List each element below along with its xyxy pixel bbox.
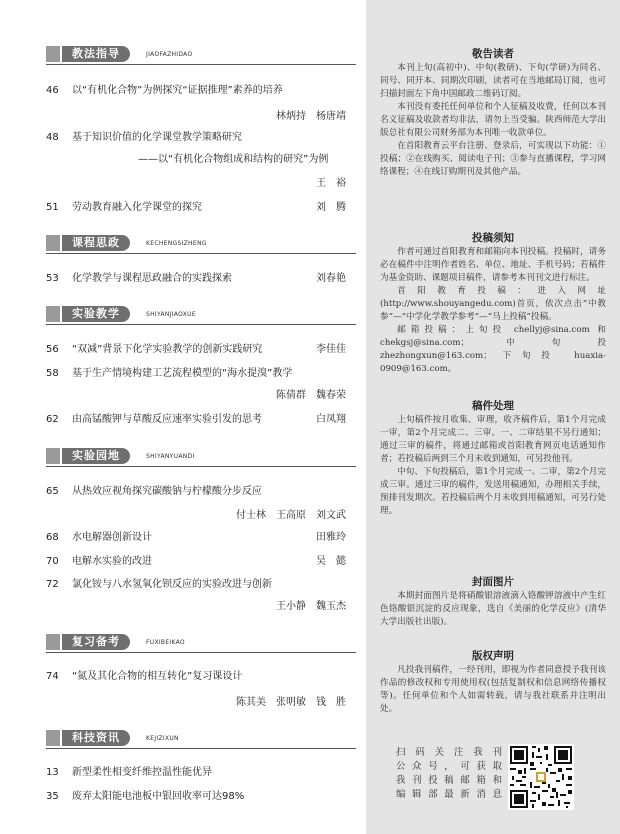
article-authors: 付士林 王高原 刘文武 [236,510,346,521]
paragraph: 中旬、下旬投稿后，第1个月完成一、二审，第2个月完成三审。通过三审的稿件，发送用稿通知，办理相关手续，预排刊发期次。若投稿后两个月未收到用稿通知，可另行处理。 [380,467,606,516]
page-number: 13 [46,767,59,778]
article-authors: 陈倩群 魏春荣 [276,390,346,401]
section-title: 实验教学 [62,306,130,322]
paragraph: 本期封面图片是将硝酸银溶液滴入铬酸钾溶液中产生红色铬酸银沉淀的反应现象，选自《美丽的化学反应》(清华大学出版社出版)。 [380,591,606,627]
article-authors: 王小静 魏玉杰 [276,601,346,612]
submission-guide-text [380,246,606,376]
page-number: 74 [46,671,59,682]
article-authors: 白凤翔 [316,414,346,425]
paragraph: 上旬稿件按月收集、审理，收齐稿件后，第1个月完成一审，第2个月完成二、三审。一、二审结果不另行通知；通过三审的稿件，将通过邮箱或首阳教育网页电话通知作者；若投稿后两到三个月未收到通知，可另投他刊。 [380,415,606,464]
paragraph: 本刊上旬(高初中)、中旬(教研)、下旬(学研)为同名、同号、同开本、同期次印刷，读者可在当地邮局订阅，也可扫描封面左下角中国邮政二维码订阅。 [380,63,606,99]
heading-notice-to-readers: 敬告读者 [472,48,514,60]
section-divider [46,466,356,467]
article-title: 新型柔性相变纤维控温性能优异 [72,767,212,778]
section-pinyin: JIAOFAZHIDAO [146,51,193,58]
article-title: 从热效应视角探究碳酸钠与柠檬酸分步反应 [72,486,262,497]
section-marker [46,46,60,62]
heading-submission-guide: 投稿须知 [472,232,514,244]
article-title: 电解水实验的改进 [72,556,152,567]
qr-caption-line: 我刊投稿邮箱和 [396,775,502,786]
section-pinyin: SHIYANJIAOXUE [146,311,196,318]
article-authors: 刘春艳 [316,273,346,284]
article-authors: 李佳佳 [316,344,346,355]
qr-caption-line: 扫码关注我刊 [396,747,502,758]
article-title: 水电解器创新设计 [72,532,152,543]
section-marker [46,306,60,322]
notice-readers-text [380,62,606,179]
section-divider [46,324,356,325]
qr-caption-line: 编辑部最新消息 [396,789,502,800]
section-marker [46,235,60,251]
paragraph: 首阳教育投稿：进入网址(http://www.shouyangedu.com)首页，依次点击“中教参”—“中学化学教学参考”—“马上投稿”投稿。 [380,286,606,322]
section-title: 实验园地 [62,448,130,464]
page-number: 65 [46,486,59,497]
article-title: “氮及其化合物的相互转化”复习课设计 [72,671,243,682]
article-authors: 刘 腾 [316,202,346,213]
article-title: 化学教学与课程思政融合的实践探索 [72,273,232,284]
article-title: 以“有机化合物”为例探究“证据推理”素养的培养 [72,85,283,96]
paragraph: 在首阳教育云平台注册、登录后，可实现以下功能：①投稿；②在线购买、阅读电子刊；③参与直播课程，学习网络课程；④在线订购期刊及其他产品。 [380,141,606,177]
section-pinyin: FUXIBEIKAO [146,639,185,646]
page-number: 56 [46,344,59,355]
section-divider [46,64,356,65]
paragraph: 凡投我刊稿件，一经刊用，即视为作者同意授予我刊该作品的修改权和专用使用权(包括复制权和信息网络传播权等)。任何单位和个人如需转载，请与我社联系并注明出处。 [380,665,606,714]
article-authors: 吴 懿 [316,556,346,567]
section-divider [46,652,356,653]
section-divider [46,748,356,749]
article-title: 基于知识价值的化学课堂教学策略研究 [72,132,242,143]
article-title: 由高锰酸钾与草酸反应速率实验引发的思考 [72,414,262,425]
manuscript-handling-text [380,414,606,518]
page-number: 35 [46,791,59,802]
article-title: 基于生产情境构建工艺流程模型的“海水提溴”教学 [72,368,293,379]
qr-caption-line: 公众号，可获取 [396,761,502,772]
article-title: 氯化铵与八水氢氧化钡反应的实验改进与创新 [72,579,272,590]
page-number: 51 [46,202,59,213]
page-number: 53 [46,273,59,284]
heading-cover-image: 封面图片 [472,576,514,588]
page-number: 68 [46,532,59,543]
page-number: 72 [46,579,59,590]
heading-copyright: 版权声明 [472,650,514,662]
heading-manuscript-handling: 稿件处理 [472,400,514,412]
section-title: 课程思政 [62,235,130,251]
section-title: 科技资讯 [62,730,130,746]
page-number: 70 [46,556,59,567]
page-number: 62 [46,414,59,425]
paragraph: 邮箱投稿：上旬投 chellyj@sina.com 和chekgsj@sina.com；中旬投 zhezhongxun@163.com；下旬投 huaxia-0909@163.com。 [380,325,606,374]
section-pinyin: KEJIZIXUN [146,735,179,742]
article-authors: 陈其美 张明敏 钱 胜 [236,697,346,708]
article-title: 劳动教育融入化学课堂的探究 [72,202,202,213]
section-title: 复习备考 [62,634,130,650]
article-authors: 王 裕 [316,178,346,189]
article-subtitle: ——以“有机化合物组成和结构的研究”为例 [138,154,329,165]
section-title: 教法指导 [62,46,130,62]
section-pinyin: SHIYANYUANDI [146,453,195,460]
section-pinyin: KECHENGSIZHENG [146,240,207,247]
article-title: “双减”背景下化学实验教学的创新实践研究 [72,344,263,355]
page-number: 46 [46,85,59,96]
paragraph: 本刊没有委托任何单位和个人征稿及收费，任何以本刊名义征稿及收款者均非法，请勿上当受骗。陕西师范大学出版总社有限公司财务部为本刊唯一收款单位。 [380,102,606,138]
qr-caption [396,746,502,802]
qr-code-icon[interactable] [508,744,574,810]
section-marker [46,634,60,650]
section-marker [46,448,60,464]
cover-image-text [380,590,606,629]
article-title: 废弃太阳能电池板中银回收率可达98% [72,791,245,802]
article-authors: 田雅玲 [316,532,346,543]
article-authors: 林炳持 杨唐靖 [276,111,346,122]
page-number: 48 [46,132,59,143]
copyright-text [380,664,606,716]
page-number: 58 [46,368,59,379]
paragraph: 作者可通过首阳教育和邮箱向本刊投稿。投稿时，请务必在稿件中注明作者姓名、单位、地址、手机号码；若稿件为基金资助、课题项目稿件，请参考本刊刊文进行标注。 [380,247,606,283]
section-divider [46,253,356,254]
section-marker [46,730,60,746]
